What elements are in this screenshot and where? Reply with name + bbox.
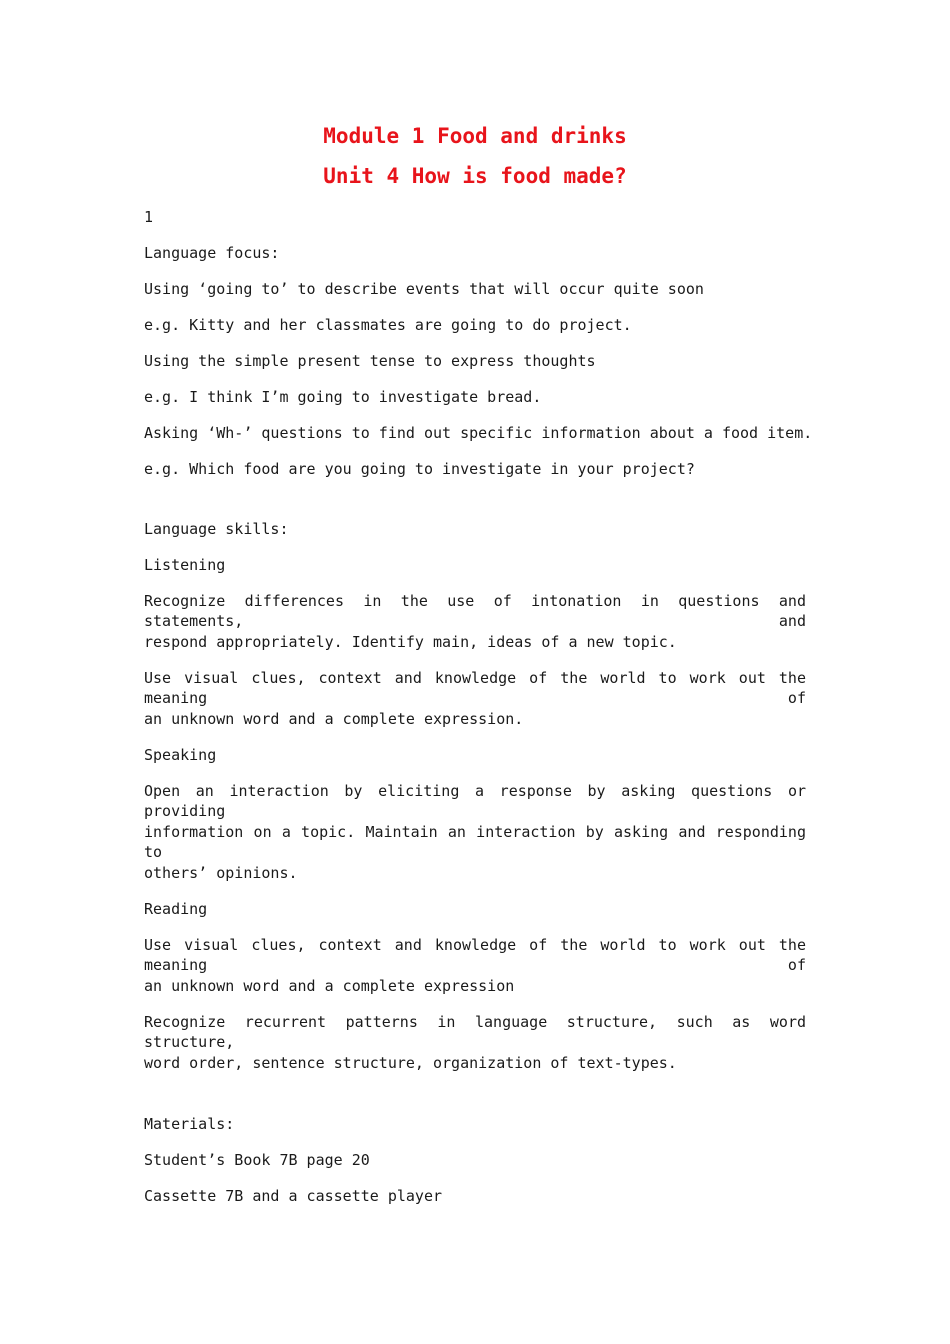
reading-heading: Reading — [144, 900, 208, 918]
focus-item-1: Using ‘going to’ to describe events that will occur quite soon — [144, 280, 704, 298]
material-item-2: Cassette 7B and a cassette player — [144, 1187, 443, 1205]
listening-paragraph-2-line-2: an unknown word and a complete expression. — [144, 710, 524, 728]
focus-item-3: Asking ‘Wh-’ questions to find out specific information about a food item. — [144, 424, 813, 442]
listening-heading: Listening — [144, 556, 226, 574]
focus-item-1-example: e.g. Kitty and her classmates are going to do project. — [144, 316, 632, 334]
focus-item-2: Using the simple present tense to express thoughts — [144, 352, 596, 370]
reading-paragraph-2-line-2: word order, sentence structure, organization of text-types. — [144, 1054, 677, 1072]
reading-paragraph-1-line-1: Use visual clues, context and knowledge of the world to work out the meaning of — [144, 936, 806, 974]
speaking-paragraph-line-1: Open an interaction by eliciting a response by asking questions or providing — [144, 782, 806, 820]
listening-paragraph-1-line-2: respond appropriately. Identify main, ideas of a new topic. — [144, 633, 677, 651]
unit-title: Unit 4 How is food made? — [323, 164, 627, 188]
reading-paragraph-2-line-1: Recognize recurrent patterns in language structure, such as word structure, — [144, 1013, 806, 1051]
focus-item-3-example: e.g. Which food are you going to investigate in your project? — [144, 460, 695, 478]
speaking-heading: Speaking — [144, 746, 217, 764]
materials-heading: Materials: — [144, 1115, 235, 1133]
material-item-1: Student’s Book 7B page 20 — [144, 1151, 370, 1169]
reading-paragraph-1-line-2: an unknown word and a complete expression — [144, 977, 515, 995]
speaking-paragraph-line-3: others’ opinions. — [144, 864, 298, 882]
section-number: 1 — [144, 208, 154, 226]
speaking-paragraph-line-2: information on a topic. Maintain an interaction by asking and responding to — [144, 823, 806, 861]
language-focus-heading: Language focus: — [144, 244, 280, 262]
listening-paragraph-2-line-1: Use visual clues, context and knowledge of the world to work out the meaning of — [144, 669, 806, 707]
listening-paragraph-1-line-1: Recognize differences in the use of intonation in questions and statements, and — [144, 592, 806, 630]
module-title: Module 1 Food and drinks — [323, 124, 627, 148]
focus-item-2-example: e.g. I think I’m going to investigate bread. — [144, 388, 542, 406]
language-skills-heading: Language skills: — [144, 520, 289, 538]
